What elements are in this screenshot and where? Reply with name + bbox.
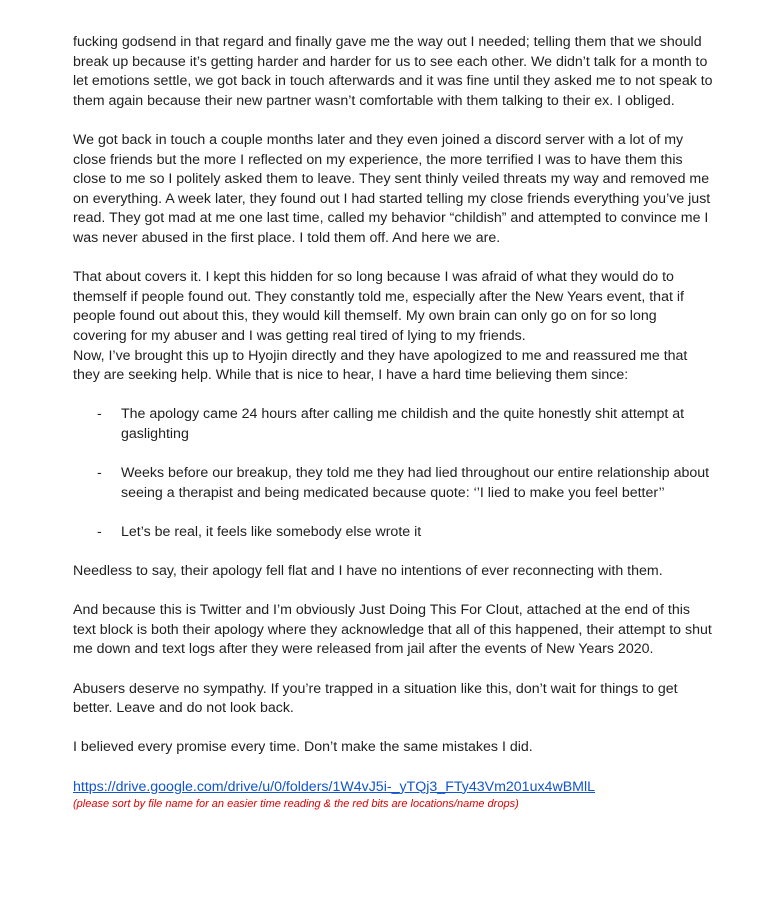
paragraph-breakup: fucking godsend in that regard and finally gave me the way out I needed; telling them that we should break up because it’s getting harder and harder for us to see each other. We didn’t talk for a month to let emotions settle, we got back in touch afterwards and it was fine until they asked me to not speak to them again because their new partner wasn’t comfortable with them talking to their ex. I obliged.: [73, 34, 713, 109]
list-item: [73, 464, 713, 503]
paragraph-no-sympathy: Abusers deserve no sympathy. If you’re trapped in a situation like this, don’t wait for things to get better. Leave and do not look back.: [73, 680, 678, 717]
paragraph-apology-intro: Now, I’ve brought this up to Hyojin directly and they have apologized to me and reassured me that they are seeking help. While that is nice to hear, I have a hard time believing them since:: [73, 347, 688, 384]
bullet-dash: -: [97, 465, 102, 482]
paragraph-apology-fell-flat: Needless to say, their apology fell flat and I have no intentions of ever reconnecting with them.: [73, 563, 663, 580]
list-item: [73, 405, 713, 444]
bullet-dash: -: [97, 523, 102, 540]
sort-note: (please sort by file name for an easier time reading & the red bits are locations/name drops): [73, 798, 519, 811]
list-item: [73, 523, 713, 543]
list-item-text: The apology came 24 hours after calling me childish and the quite honestly shit attempt at gaslighting: [121, 406, 685, 442]
list-item-text: Weeks before our breakup, they told me they had lied throughout our entire relationship about seeing a therapist and being medicated because quote: ‘’I lied to make you feel better’’: [121, 465, 710, 501]
paragraph-discord: We got back in touch a couple months later and they even joined a discord server with a lot of my close friends but the more I reflected on my experience, the more terrified I was to have them this close to me so I politely asked them to leave. They sent thinly veiled threats my way and removed me on everything. A week later, they found out I had started telling my close friends everything you’ve just read. They got mad at me one last time, called my behavior “childish” and attempted to convince me I was never abused in the first place. I told them off. And here we are.: [73, 131, 711, 246]
bullet-dash: -: [97, 406, 102, 423]
drive-folder-link[interactable]: https://drive.google.com/drive/u/0/folders/1W4vJ5i-_yTQj3_FTy43Vm201ux4wBMlL: [73, 778, 596, 795]
paragraph-closing: I believed every promise every time. Don’t make the same mistakes I did.: [73, 739, 533, 756]
paragraph-hidden: That about covers it. I kept this hidden for so long because I was afraid of what they would do to themself if people found out. They constantly told me, especially after the New Years event, that if people found out about this, they would kill themself. My own brain can only go on for so long covering for my abuser and I was getting real tired of lying to my friends.: [73, 269, 684, 344]
document-body: [73, 33, 713, 811]
paragraph-attachments: And because this is Twitter and I’m obviously Just Doing This For Clout, attached at the end of this text block is both their apology where they acknowledge that all of this happened, their attempt to shut me down and text logs after they were released from jail after the events of New Years 2020.: [73, 602, 712, 658]
reasons-list: [73, 405, 713, 542]
list-item-text: Let’s be real, it feels like somebody else wrote it: [121, 523, 422, 540]
